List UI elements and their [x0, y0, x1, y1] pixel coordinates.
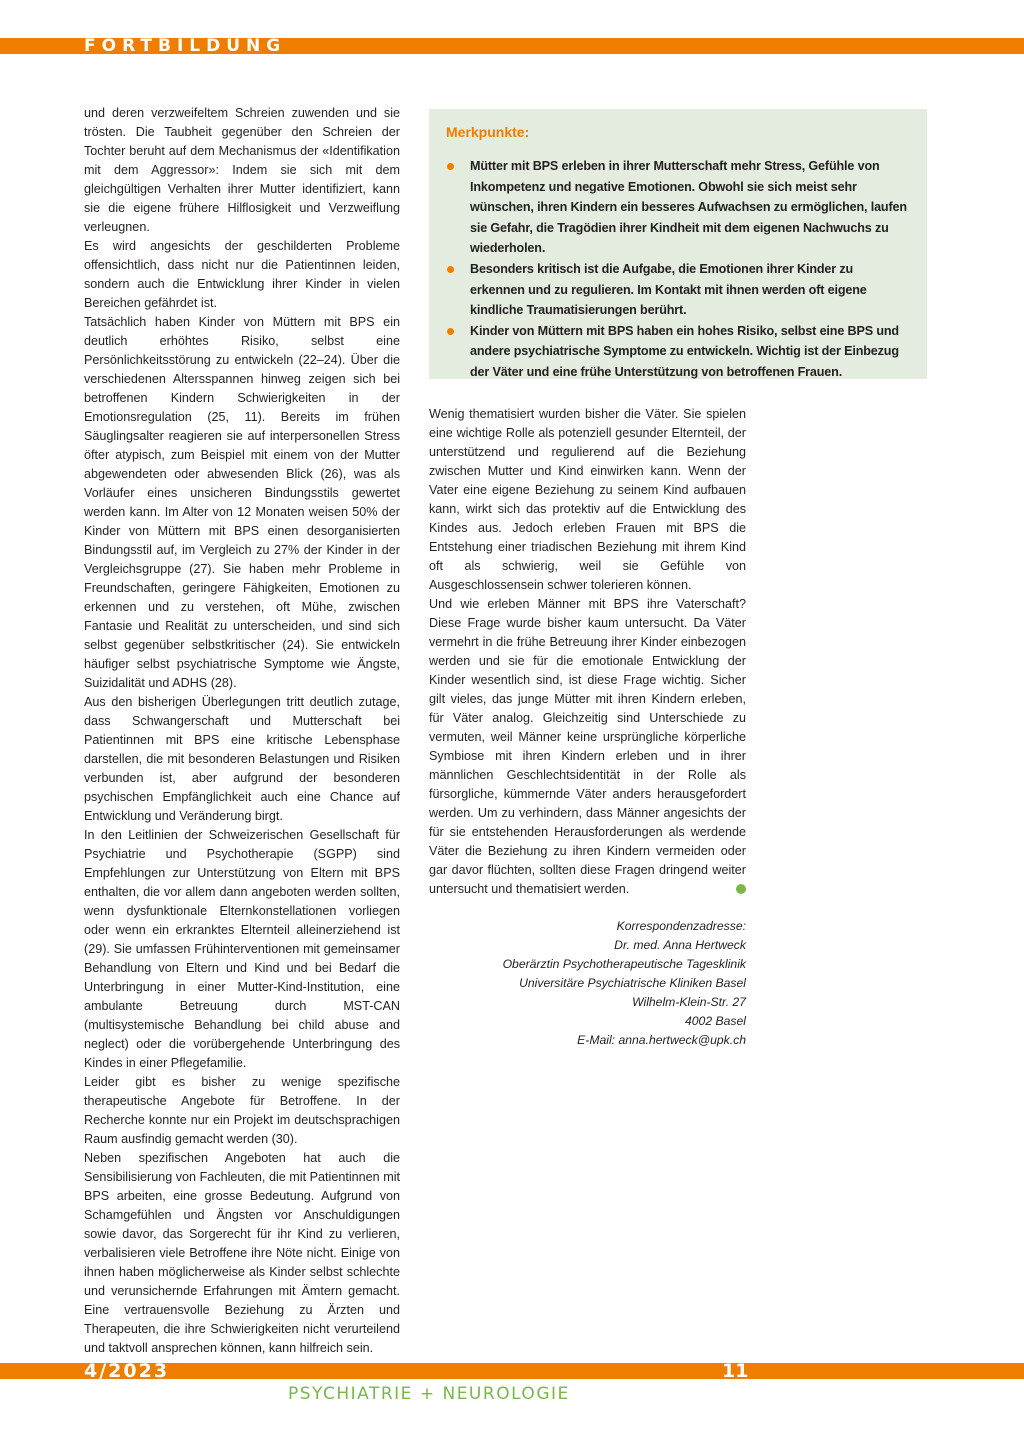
merkpunkte-list	[446, 156, 911, 383]
journal-title: PSYCHIATRIE + NEUROLOGIE	[288, 1384, 570, 1404]
address-position: Oberärztin Psychotherapeutische Tagesklinik	[502, 957, 746, 971]
address-name: Dr. med. Anna Hertweck	[614, 938, 746, 952]
merkpunkte-item-text: Besonders kritisch ist die Aufgabe, die Emotionen ihrer Kinder zu erkennen und zu regulieren. Im Kontakt mit ihnen werden oft eigene kindliche Traumatisierungen berührt.	[470, 261, 867, 318]
page-number: 11	[722, 1360, 749, 1382]
merkpunkte-item	[446, 321, 911, 383]
paragraph: Tatsächlich haben Kinder von Müttern mit BPS ein deutlich erhöhtes Risiko, selbst eine Persönlichkeitsstörung zu entwickeln (22–24). Über die verschiedenen Altersspannen hinweg zeigen sich bei betroffenen Kindern Schwierigkeiten in der Emotionsregulation (25, 11). Bereits im frühen Säuglingsalter reagieren sie auf interpersonellen Stress öfter atypisch, zum Beispiel mit einem von der Mutter abgewendeten oder abwesenden Blick (26), was als Vorläufer eines unsicheren Bindungsstils gewertet werden kann. Im Alter von 12 Monaten weisen 50% der Kinder von Müttern mit BPS einen desorganisierten Bindungsstil auf, im Vergleich zu 27% der Kinder in der Vergleichsgruppe (27). Sie haben mehr Probleme in Freundschaften, geringere Fähigkeiten, Emotionen zu erkennen und zu verstehen, oft Mühe, zwischen Fantasie und Realität zu unterscheiden, und sind sich selbst gegenüber selbstkritischer (24). Sie entwickeln häufiger selbst psychiatrische Symptome wie Ängste, Suizidalität und ADHS (28).	[84, 315, 400, 690]
paragraph-text: Und wie erleben Männer mit BPS ihre Vaterschaft? Diese Frage wurde bisher kaum untersucht. Da Väter vermehrt in die frühe Betreuung ihrer Kinder einbezogen werden und sie für die emotionale Entwicklung der Kinder wesentlich sind, ist diese Frage wichtig. Sicher gilt vieles, das junge Mütter mit ihren Kindern erleben, für Väter analog. Gleichzeitig sind Unterschiede zu vermuten, weil Männer keine ursprüngliche körperliche Symbiose mit ihren Kindern erleben und in ihrer männlichen Geschlechtsidentität in der Rolle als fürsorgliche, kümmernde Väter anders herausgefordert werden. Um zu verhindern, dass Männer angesichts der für sie entstehenden Herausforderungen als werdende Väter die Beziehung zu ihren Kindern vermeiden oder gar davor flüchten, sollten diese Fragen dringend weiter untersucht und thematisiert werden.	[429, 597, 746, 896]
paragraph: Aus den bisherigen Überlegungen tritt deutlich zutage, dass Schwangerschaft und Mutterschaft bei Patientinnen mit BPS eine kritische Lebensphase darstellen, die mit besonderen Belastungen und Risiken verbunden ist, aber aufgrund der besonderen psychischen Empfänglichkeit auch eine Chance auf Entwicklung und Veränderung birgt.	[84, 695, 400, 823]
paragraph: und deren verzweifeltem Schreien zuwenden und sie trösten. Die Taubheit gegenüber den Schreien der Tochter beruht auf dem Mechanismus der «Identifikation mit dem Aggressor»: Indem sie sich mit dem gleichgültigen Verhalten ihrer Mutter identifiziert, kann sie die eigene frühere Hilflosigkeit und Verzweiflung verleugnen.	[84, 106, 400, 234]
paragraph: Es wird angesichts der geschilderten Probleme offensichtlich, dass nicht nur die Patientinnen leiden, sondern auch die Entwicklung ihrer Kinder in vielen Bereichen gefährdet ist.	[84, 239, 400, 310]
bullet-icon	[447, 328, 454, 335]
address-institution: Universitäre Psychiatrische Kliniken Basel	[519, 976, 746, 990]
paragraph: In den Leitlinien der Schweizerischen Gesellschaft für Psychiatrie und Psychotherapie (SGPP) sind Empfehlungen zur Unterstützung von Eltern mit BPS enthalten, die vor allem dann angeboten werden sollten, wenn dysfunktionale Elternkonstellationen vorliegen oder wenn ein erkranktes Elternteil alleinerziehend ist (29). Sie umfassen Frühinterventionen mit gemeinsamer Behandlung von Eltern und Kind und bei Bedarf die Unterbringung in einer Mutter-Kind-Institution, eine ambulante Betreuung durch MST-CAN (multisystemische Behandlung bei child abuse and neglect) oder die vorübergehende Unterbringung des Kindes in einer Pflegefamilie.	[84, 828, 400, 1070]
end-of-article-icon	[736, 884, 746, 894]
address-label: Korrespondenzadresse:	[616, 919, 746, 933]
merkpunkte-item	[446, 259, 911, 321]
correspondence-address	[429, 917, 746, 1050]
issue-number: 4/2023	[84, 1360, 170, 1382]
merkpunkte-title: Merkpunkte:	[446, 124, 530, 140]
left-column	[84, 104, 400, 1358]
paragraph: Wenig thematisiert wurden bisher die Väter. Sie spielen eine wichtige Rolle als potenziell gesunder Elternteil, der unterstützend und regulierend auf die Beziehung zwischen Mutter und Kind einwirken kann. Wenn der Vater eine eigene Beziehung zu seinem Kind aufbauen kann, wirkt sich das protektiv auf die Entwicklung des Kindes aus. Jedoch erleben Frauen mit BPS die Entstehung einer triadischen Beziehung mit ihrem Kind oft als schwierig, weil sie Gefühle von Ausgeschlossensein schwer tolerieren können.	[429, 407, 746, 592]
paragraph	[429, 595, 746, 899]
bullet-icon	[447, 163, 454, 170]
section-label: FORTBILDUNG	[84, 36, 287, 56]
bullet-icon	[447, 266, 454, 273]
address-email: E-Mail: anna.hertweck@upk.ch	[577, 1033, 746, 1047]
paragraph: Neben spezifischen Angeboten hat auch die Sensibilisierung von Fachleuten, die mit Patientinnen mit BPS arbeiten, eine grosse Bedeutung. Aufgrund von Schamgefühlen und Ängsten vor Anschuldigungen sowie davor, das Sorgerecht für ihr Kind zu verlieren, verbalisieren viele Betroffene ihre Nöte nicht. Einige von ihnen haben möglicherweise als Kinder selbst schlechte und verunsichernde Erfahrungen mit Ämtern gemacht. Eine vertrauensvolle Beziehung zu Ärzten und Therapeuten, die ihre Schwierigkeiten nicht verurteilend und taktvoll ansprechen können, kann hilfreich sein.	[84, 1151, 400, 1355]
paragraph: Leider gibt es bisher zu wenige spezifische therapeutische Angebote für Betroffene. In der Recherche konnte nur ein Projekt im deutschsprachigen Raum ausfindig gemacht werden (30).	[84, 1075, 400, 1146]
merkpunkte-item	[446, 156, 911, 259]
address-city: 4002 Basel	[685, 1014, 746, 1028]
address-street: Wilhelm-Klein-Str. 27	[632, 995, 746, 1009]
right-column	[429, 405, 746, 899]
merkpunkte-item-text: Mütter mit BPS erleben in ihrer Mutterschaft mehr Stress, Gefühle von Inkompetenz und negative Emotionen. Obwohl sie sich meist sehr wünschen, ihren Kindern ein besseres Aufwachsen zu ermöglichen, laufen sie Gefahr, die Tragödien ihrer Kindheit mit dem eigenen Nachwuchs zu wiederholen.	[470, 159, 907, 256]
merkpunkte-item-text: Kinder von Müttern mit BPS haben ein hohes Risiko, selbst eine BPS und andere psychiatrische Symptome zu entwickeln. Wichtig ist der Einbezug der Väter und eine frühe Unterstützung von betroffenen Frauen.	[470, 323, 899, 379]
merkpunkte-box	[429, 109, 927, 379]
